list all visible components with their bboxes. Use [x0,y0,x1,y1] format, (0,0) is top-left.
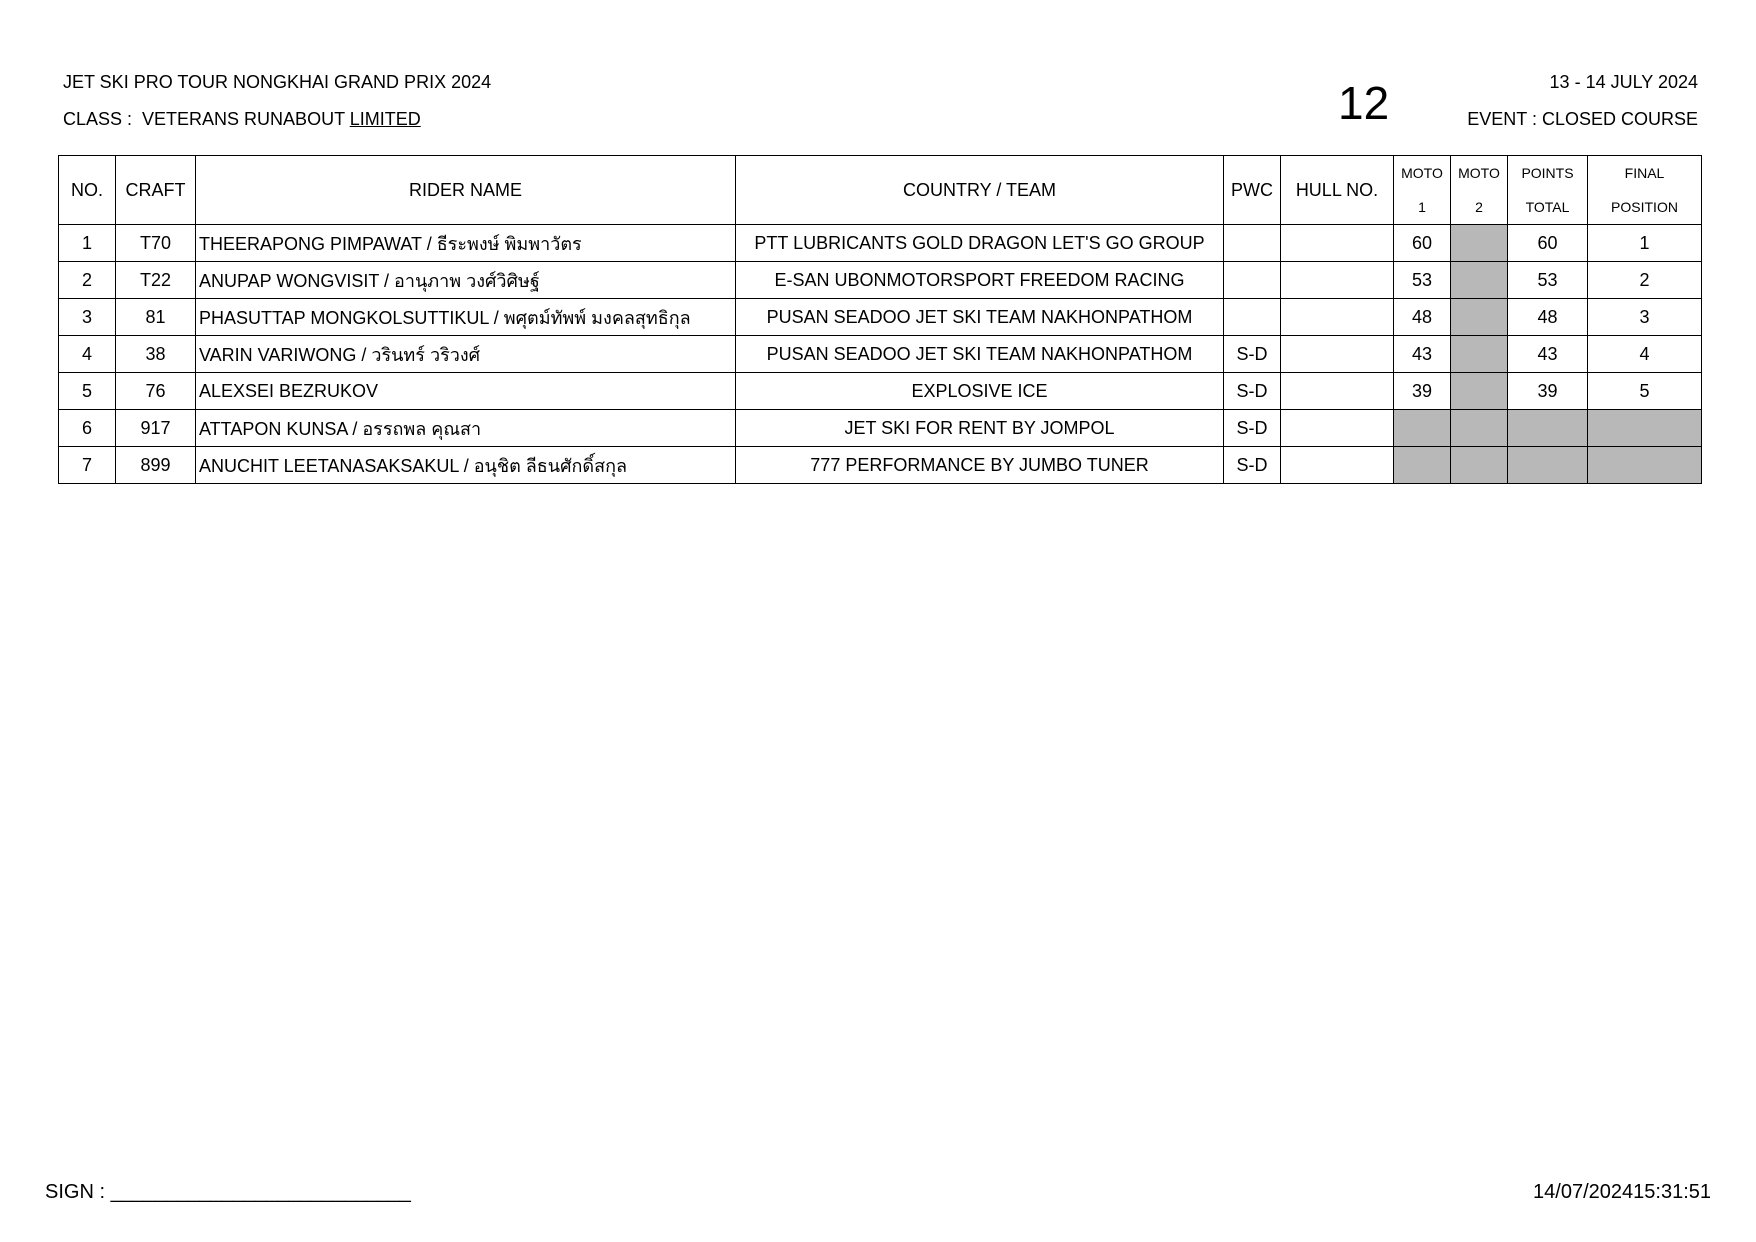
cell-points: 53 [1508,262,1588,299]
cell-team: E-SAN UBONMOTORSPORT FREEDOM RACING [736,262,1224,299]
cell-pwc [1224,225,1281,262]
col-header-final [1588,156,1702,225]
col-header-points-bottom: TOTAL [1525,199,1570,215]
table-row [59,225,1702,262]
cell-points: 43 [1508,336,1588,373]
cell-no: 2 [59,262,116,299]
print-timestamp: 14/07/202415:31:51 [1533,1181,1711,1203]
cell-moto2 [1451,410,1508,447]
cell-pwc [1224,299,1281,336]
cell-moto1: 43 [1394,336,1451,373]
signature-line: SIGN : ___________________________ [45,1181,411,1203]
col-header-moto2 [1451,156,1508,225]
cell-rider: ANUCHIT LEETANASAKSAKUL / อนุชิต ลีธนศักดิ์สกุล [196,447,736,484]
cell-pwc [1224,262,1281,299]
cell-no: 6 [59,410,116,447]
table-row [59,262,1702,299]
cell-pwc: S-D [1224,336,1281,373]
cell-points: 48 [1508,299,1588,336]
cell-craft: 81 [116,299,196,336]
cell-moto2 [1451,373,1508,410]
col-header-moto2-top: MOTO [1458,165,1500,181]
event-date: 13 - 14 JULY 2024 [1549,72,1698,92]
cell-hull [1281,299,1394,336]
cell-moto2 [1451,447,1508,484]
cell-no: 1 [59,225,116,262]
class-number: 12 [1338,77,1390,129]
col-header-moto1 [1394,156,1451,225]
cell-team: PTT LUBRICANTS GOLD DRAGON LET'S GO GROUP [736,225,1224,262]
cell-moto2 [1451,299,1508,336]
cell-rider: ALEXSEI BEZRUKOV [196,373,736,410]
cell-final [1588,447,1702,484]
col-header-pwc: PWC [1224,156,1281,225]
cell-points [1508,447,1588,484]
cell-moto1 [1394,447,1451,484]
class-label: CLASS : VETERANS RUNABOUT [63,109,350,129]
cell-hull [1281,336,1394,373]
cell-no: 7 [59,447,116,484]
cell-hull [1281,225,1394,262]
col-header-rider: RIDER NAME [196,156,736,225]
cell-no: 4 [59,336,116,373]
cell-craft: 76 [116,373,196,410]
cell-moto2 [1451,262,1508,299]
col-header-points-top: POINTS [1521,165,1574,181]
col-header-moto1-top: MOTO [1401,165,1443,181]
cell-final: 2 [1588,262,1702,299]
cell-team: PUSAN SEADOO JET SKI TEAM NAKHONPATHOM [736,299,1224,336]
cell-points [1508,410,1588,447]
cell-final: 3 [1588,299,1702,336]
cell-moto1: 60 [1394,225,1451,262]
event-title: JET SKI PRO TOUR NONGKHAI GRAND PRIX 2024 [63,72,492,92]
cell-points: 60 [1508,225,1588,262]
cell-craft: T22 [116,262,196,299]
cell-moto1: 48 [1394,299,1451,336]
cell-rider: THEERAPONG PIMPAWAT / ธีระพงษ์ พิมพาวัตร [196,225,736,262]
cell-final: 5 [1588,373,1702,410]
cell-rider: ANUPAP WONGVISIT / อานุภาพ วงศ์วิศิษฐ์ [196,262,736,299]
cell-no: 3 [59,299,116,336]
cell-points: 39 [1508,373,1588,410]
cell-moto2 [1451,225,1508,262]
cell-rider: ATTAPON KUNSA / อรรถพล คุณสา [196,410,736,447]
event-type: EVENT : CLOSED COURSE [1467,109,1698,129]
col-header-team: COUNTRY / TEAM [736,156,1224,225]
cell-final [1588,410,1702,447]
cell-pwc: S-D [1224,447,1281,484]
col-header-final-top: FINAL [1624,165,1665,181]
table-header-row [59,156,1702,225]
cell-team: 777 PERFORMANCE BY JUMBO TUNER [736,447,1224,484]
col-header-hull: HULL NO. [1281,156,1394,225]
cell-no: 5 [59,373,116,410]
cell-rider: PHASUTTAP MONGKOLSUTTIKUL / พศุตม์ทัพพ์ มงคลสุทธิกุล [196,299,736,336]
table-row [59,447,1702,484]
cell-final: 4 [1588,336,1702,373]
cell-pwc: S-D [1224,410,1281,447]
col-header-no: NO. [59,156,116,225]
cell-hull [1281,262,1394,299]
cell-moto1: 53 [1394,262,1451,299]
table-row [59,299,1702,336]
table-row [59,373,1702,410]
col-header-moto1-bottom: 1 [1418,199,1426,215]
cell-rider: VARIN VARIWONG / วรินทร์ วริวงศ์ [196,336,736,373]
cell-final: 1 [1588,225,1702,262]
col-header-moto2-bottom: 2 [1475,199,1483,215]
cell-team: PUSAN SEADOO JET SKI TEAM NAKHONPATHOM [736,336,1224,373]
cell-moto2 [1451,336,1508,373]
cell-pwc: S-D [1224,373,1281,410]
cell-craft: 38 [116,336,196,373]
cell-hull [1281,447,1394,484]
col-header-craft: CRAFT [116,156,196,225]
col-header-final-bottom: POSITION [1611,199,1678,215]
cell-craft: T70 [116,225,196,262]
cell-moto1: 39 [1394,373,1451,410]
col-header-points [1508,156,1588,225]
cell-craft: 917 [116,410,196,447]
class-limited-label: LIMITED [349,109,421,129]
cell-moto1 [1394,410,1451,447]
cell-craft: 899 [116,447,196,484]
cell-hull [1281,373,1394,410]
cell-hull [1281,410,1394,447]
cell-team: JET SKI FOR RENT BY JOMPOL [736,410,1224,447]
results-table [58,155,1702,484]
table-row [59,410,1702,447]
class-line [63,110,421,128]
table-row [59,336,1702,373]
cell-team: EXPLOSIVE ICE [736,373,1224,410]
